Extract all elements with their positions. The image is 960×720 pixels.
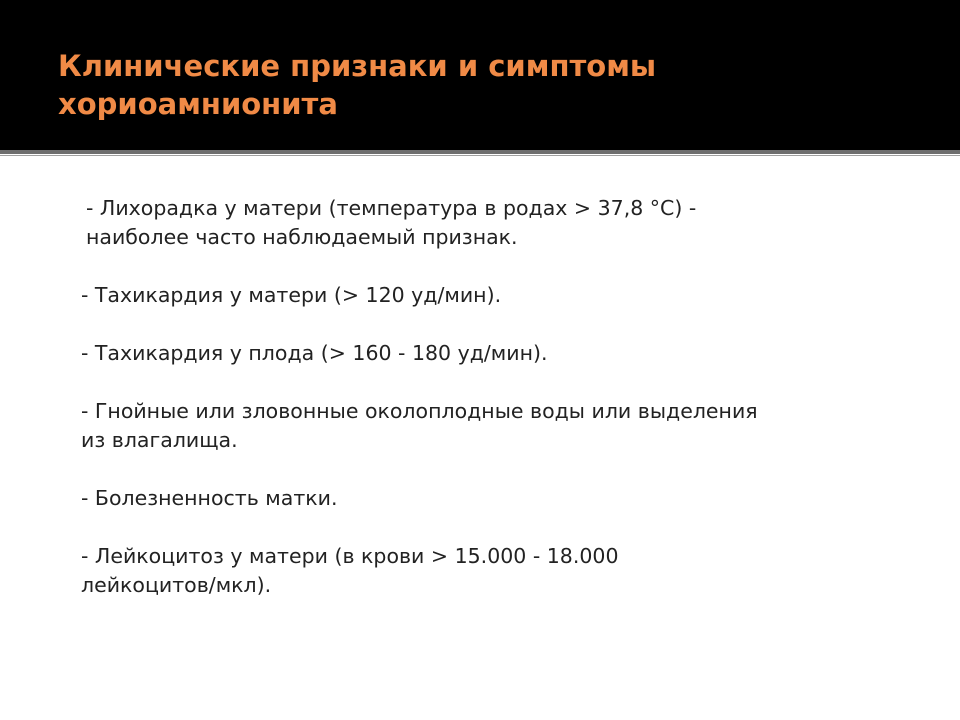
symptom-item-leukocytosis: [81, 542, 901, 600]
symptom-item-discharge: [81, 397, 901, 455]
symptom-item-fetal-tachycardia: [81, 339, 901, 368]
symptom-text-line: - Тахикардия у плода (> 160 - 180 уд/мин).: [81, 341, 548, 365]
header-divider-thin: [0, 155, 960, 156]
slide-title: [58, 47, 918, 123]
slide-title-line: хориоамнионита: [58, 87, 338, 121]
symptom-text-line: - Тахикардия у матери (> 120 уд/мин).: [81, 283, 502, 307]
symptom-text-line: - Гнойные или зловонные околоплодные воды или выделения: [81, 399, 758, 423]
symptom-text-line: - Лихорадка у матери (температура в родах > 37,8 °С) -: [86, 196, 697, 220]
header-divider-thick: [0, 150, 960, 154]
slide-header: [0, 0, 960, 150]
symptom-list: [81, 194, 901, 600]
symptom-item-maternal-tachycardia: [81, 281, 901, 310]
slide-title-line: Клинические признаки и симптомы: [58, 49, 657, 83]
symptom-text-line: - Болезненность матки.: [81, 486, 338, 510]
symptom-item-uterine-tenderness: [81, 484, 901, 513]
symptom-text-line: лейкоцитов/мкл).: [81, 573, 272, 597]
symptom-text-line: из влагалища.: [81, 428, 238, 452]
symptom-text-line: наиболее часто наблюдаемый признак.: [86, 225, 518, 249]
symptom-text-line: - Лейкоцитоз у матери (в крови > 15.000 - 18.000: [81, 544, 619, 568]
symptom-item-fever: [81, 194, 901, 252]
